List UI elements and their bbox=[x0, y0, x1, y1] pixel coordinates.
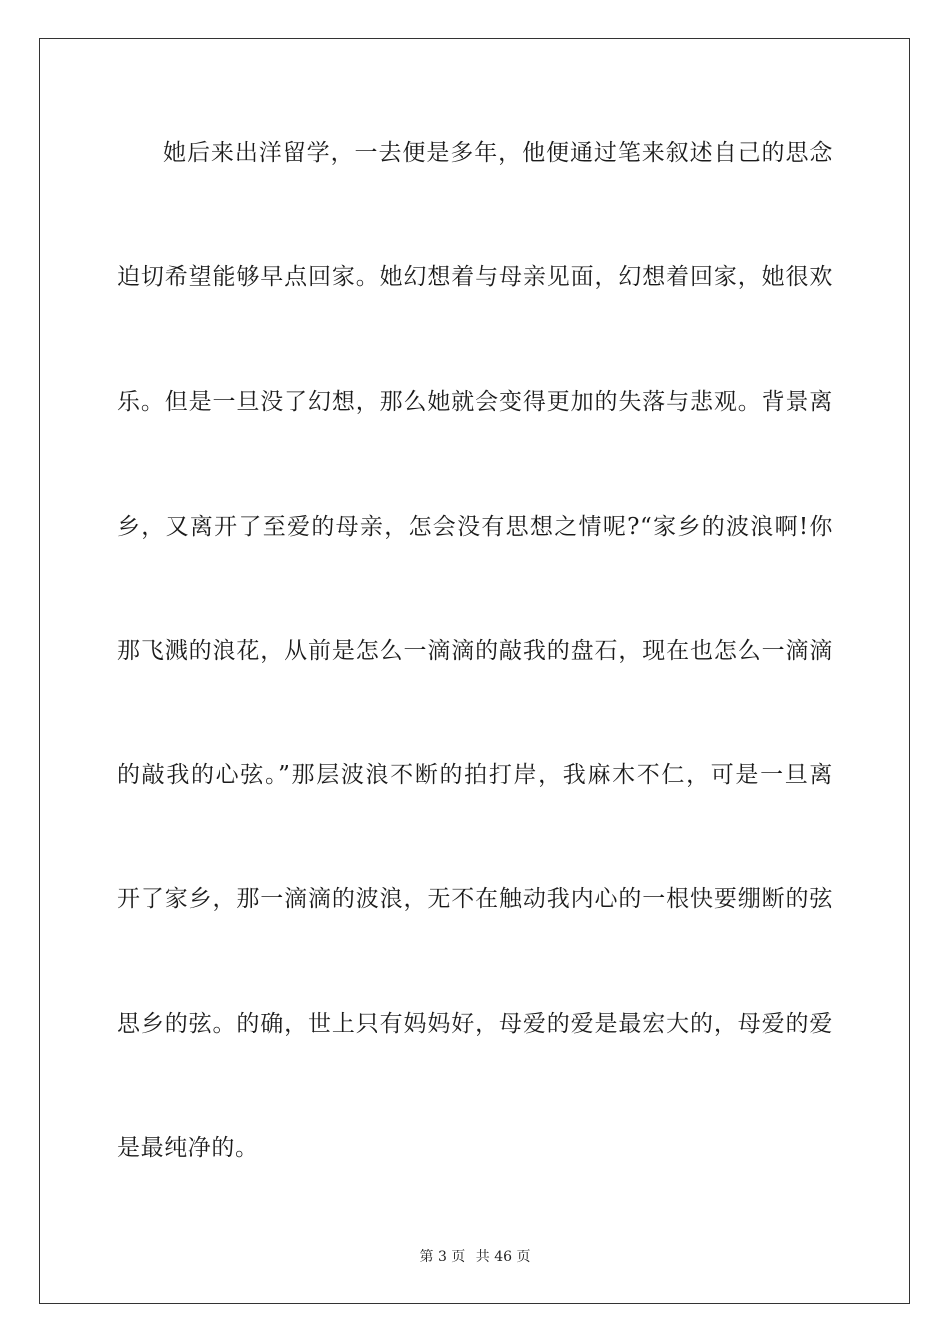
page-frame bbox=[39, 38, 910, 1304]
paragraph-line-6: 的敲我的心弦。”那层波浪不断的拍打岸，我麻木不仁，可是一旦离 bbox=[117, 762, 833, 788]
paragraph-line-9: 是最纯净的。 bbox=[117, 1135, 259, 1161]
page-number: 第 3 页 bbox=[419, 1249, 466, 1265]
paragraph-line-4: 乡，又离开了至爱的母亲，怎会没有思想之情呢?“家乡的波浪啊!你 bbox=[117, 514, 833, 540]
paragraph-line-7: 开了家乡，那一滴滴的波浪，无不在触动我内心的一根快要绷断的弦 bbox=[117, 886, 833, 912]
total-pages: 共 46 页 bbox=[475, 1249, 531, 1265]
paragraph-line-3: 乐。但是一旦没了幻想，那么她就会变得更加的失落与悲观。背景离 bbox=[117, 389, 833, 415]
paragraph-line-2: 迫切希望能够早点回家。她幻想着与母亲见面，幻想着回家，她很欢 bbox=[117, 264, 833, 290]
paragraph-line-8: 思乡的弦。的确，世上只有妈妈好，母爱的爱是最宏大的，母爱的爱 bbox=[117, 1011, 833, 1037]
page-footer bbox=[0, 1248, 950, 1266]
paragraph-line-1: 她后来出洋留学，一去便是多年，他便通过笔来叙述自己的思念 bbox=[163, 140, 833, 166]
paragraph-line-5: 那飞溅的浪花，从前是怎么一滴滴的敲我的盘石，现在也怎么一滴滴 bbox=[117, 638, 833, 664]
